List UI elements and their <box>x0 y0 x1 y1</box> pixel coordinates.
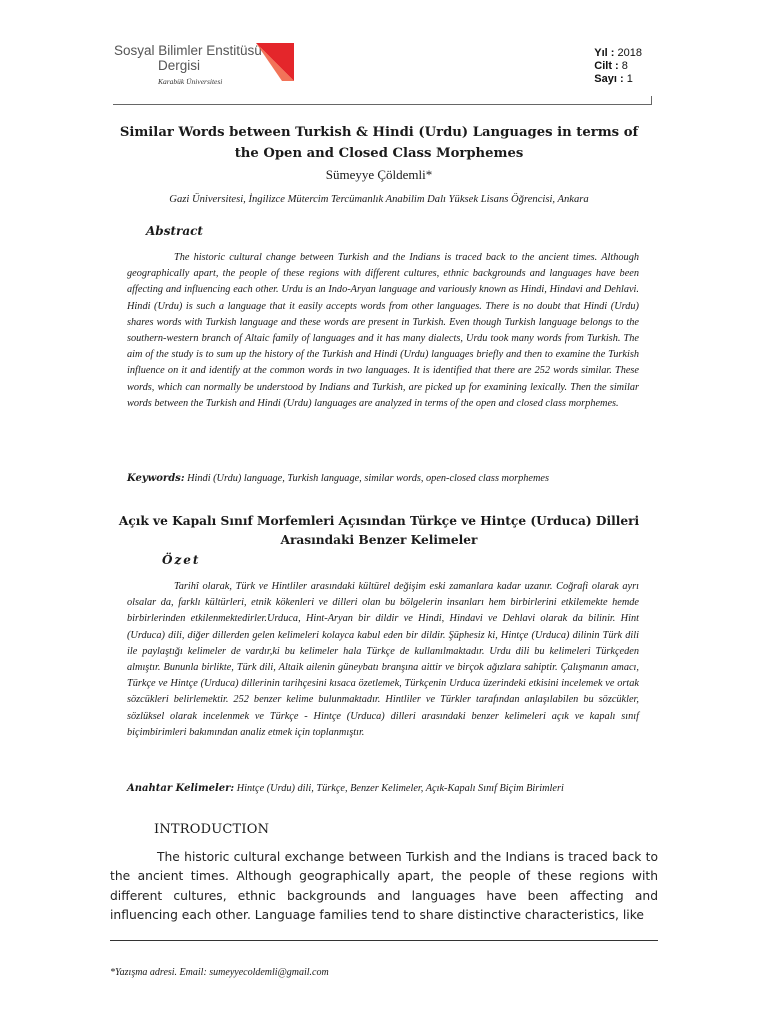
year-value: 2018 <box>617 47 642 59</box>
turkish-keywords-text: Hintçe (Urdu) dili, Türkçe, Benzer Kelimeler, Açık-Kapalı Sınıf Biçim Birimleri <box>236 783 564 794</box>
volume-value: 8 <box>621 60 628 72</box>
journal-name-line1: Sosyal Bilimler Enstitüsü <box>114 43 262 58</box>
keywords-text: Hindi (Urdu) language, Turkish language, similar words, open-closed class morphemes <box>187 473 549 484</box>
issue-info <box>594 47 642 86</box>
author-name: Sümeyye Çöldemli* <box>325 167 433 182</box>
journal-name <box>114 43 262 73</box>
year-row <box>594 47 642 60</box>
issue-row <box>594 73 642 86</box>
footnote-divider <box>110 940 658 941</box>
paper-title: Similar Words between Turkish & Hindi (Urdu) Languages in terms of the Open and Closed Class Morphemes <box>119 125 639 161</box>
journal-university: Karabük Üniversitesi <box>158 77 223 86</box>
author-affiliation: Gazi Üniversitesi, İngilizce Mütercim Tercümanlık Anabilim Dalı Yüksek Lisans Öğrencisi, Ankara <box>169 194 589 205</box>
issue-value: 1 <box>626 73 633 85</box>
journal-name-line2: Dergisi <box>158 58 201 73</box>
issue-label: Sayı : <box>594 73 624 85</box>
ozet-body: Tarihî olarak, Türk ve Hintliler arasındaki kültürel değişim eski zamanlara kadar uzanır. Coğrafi olarak ayrı olsalar da, farklı kültürleri, etnik kökenleri ve dilleri olan bu bölgelerin insanları hem birbirlerini etkilemekte hemde birbirlerinden etkilenmektedirler.Urduca, Hint-Aryan bir dildir ve Hindi, Hindavi ve Dehlavi olarak da bilinir. Hint (Urduca) dili, diğer dillerden gelen kelimeleri kolayca kabul eden bir dildir. Şüphesiz ki, Hintçe (Urduca) dilinin Türk dili ile paylaştığı kelimeler de vardır,ki bu kelimeler hala Türkçe de kullanılmaktadır. Urdu dili bu kelimeleri Türkçeden almıştır. Bununla birlikte, Türk dili, Altaik ailenin güneybatı branşına aittir ve birçok ağızlara sahiptir. Çalışmanın amacı, Türkçe ve Hintçe (Urduca) dillerinin tarihçesini kısaca özetlemek, Türkçenin Urduca üzerindeki etkisini incelemek ve ortak sözcükleri belirlemektir. 252 benzer kelime bulunmaktadır. Hintliler ve Türkler tarafından anlaşılabilen bu sözcükler, sözlüksel olarak incelenmek ve Türkçe - Hintçe (Urduca) dilleri arasındaki benzer kelimeleri açık ve kapalı sınıf biçimbirimleri bakımından analiz etmek için toplanmıştır. <box>127 581 639 738</box>
abstract-body: The historic cultural change between Turkish and the Indians is traced back to the ancient times. Although geographically apart, the people of these regions with different cultures, ethnic backgrounds and languages have been affecting and influencing each other. Urdu is an Indo-Aryan language and variously known as Hindi, Hindavi and Dehlavi. Hindi (Urdu) is such a language that it easily accepts words from other languages. There is no doubt that Hindi (Urdu) shares words with Turkish language and these words are present in Turkish. Even though Turkish language belongs to the southern-western branch of Altaic family of languages and it has many dialects, Urdu took many words from Turkish. The aim of the study is to sum up the history of the Turkish and Hindi (Urdu) languages briefly and then to examine the Turkish influence on it and identify at the common words in two languages. It is identified that there are 252 words similar. These words, which can normally be understood by Indians and Turkish, are picked up for examining lexically. Then the similar words between the Turkish and Hindi (Urdu) languages are analyzed in terms of the open and closed class morphemes. <box>127 252 639 409</box>
turkish-keywords-label: Anahtar Kelimeler: <box>127 783 235 794</box>
abstract-heading: Abstract <box>146 224 203 238</box>
volume-row <box>594 60 642 73</box>
volume-label: Cilt : <box>594 60 619 72</box>
keywords <box>127 471 639 487</box>
keywords-label: Keywords: <box>127 473 185 484</box>
header-divider <box>113 104 652 105</box>
year-label: Yıl : <box>594 47 615 59</box>
introduction-heading: INTRODUCTION <box>154 822 270 837</box>
introduction-body: The historic cultural exchange between Turkish and the Indians is traced back to the ancient times. Although geographically apart, the people of these regions with different cultures, ethnic backgrounds and languages have been affecting and influencing each other. Language families tend to share distinctive characteristics, like <box>110 850 658 922</box>
ozet-heading: Özet <box>162 553 201 567</box>
footnote: *Yazışma adresi. Email: sumeyyecoldemli@gmail.com <box>110 967 329 978</box>
header-divider-tick <box>651 96 652 104</box>
turkish-keywords <box>127 781 639 797</box>
turkish-title: Açık ve Kapalı Sınıf Morfemleri Açısından Türkçe ve Hintçe (Urduca) Dilleri Arasındaki Benzer Kelimeler <box>118 514 640 547</box>
journal-logo-icon <box>256 43 296 83</box>
